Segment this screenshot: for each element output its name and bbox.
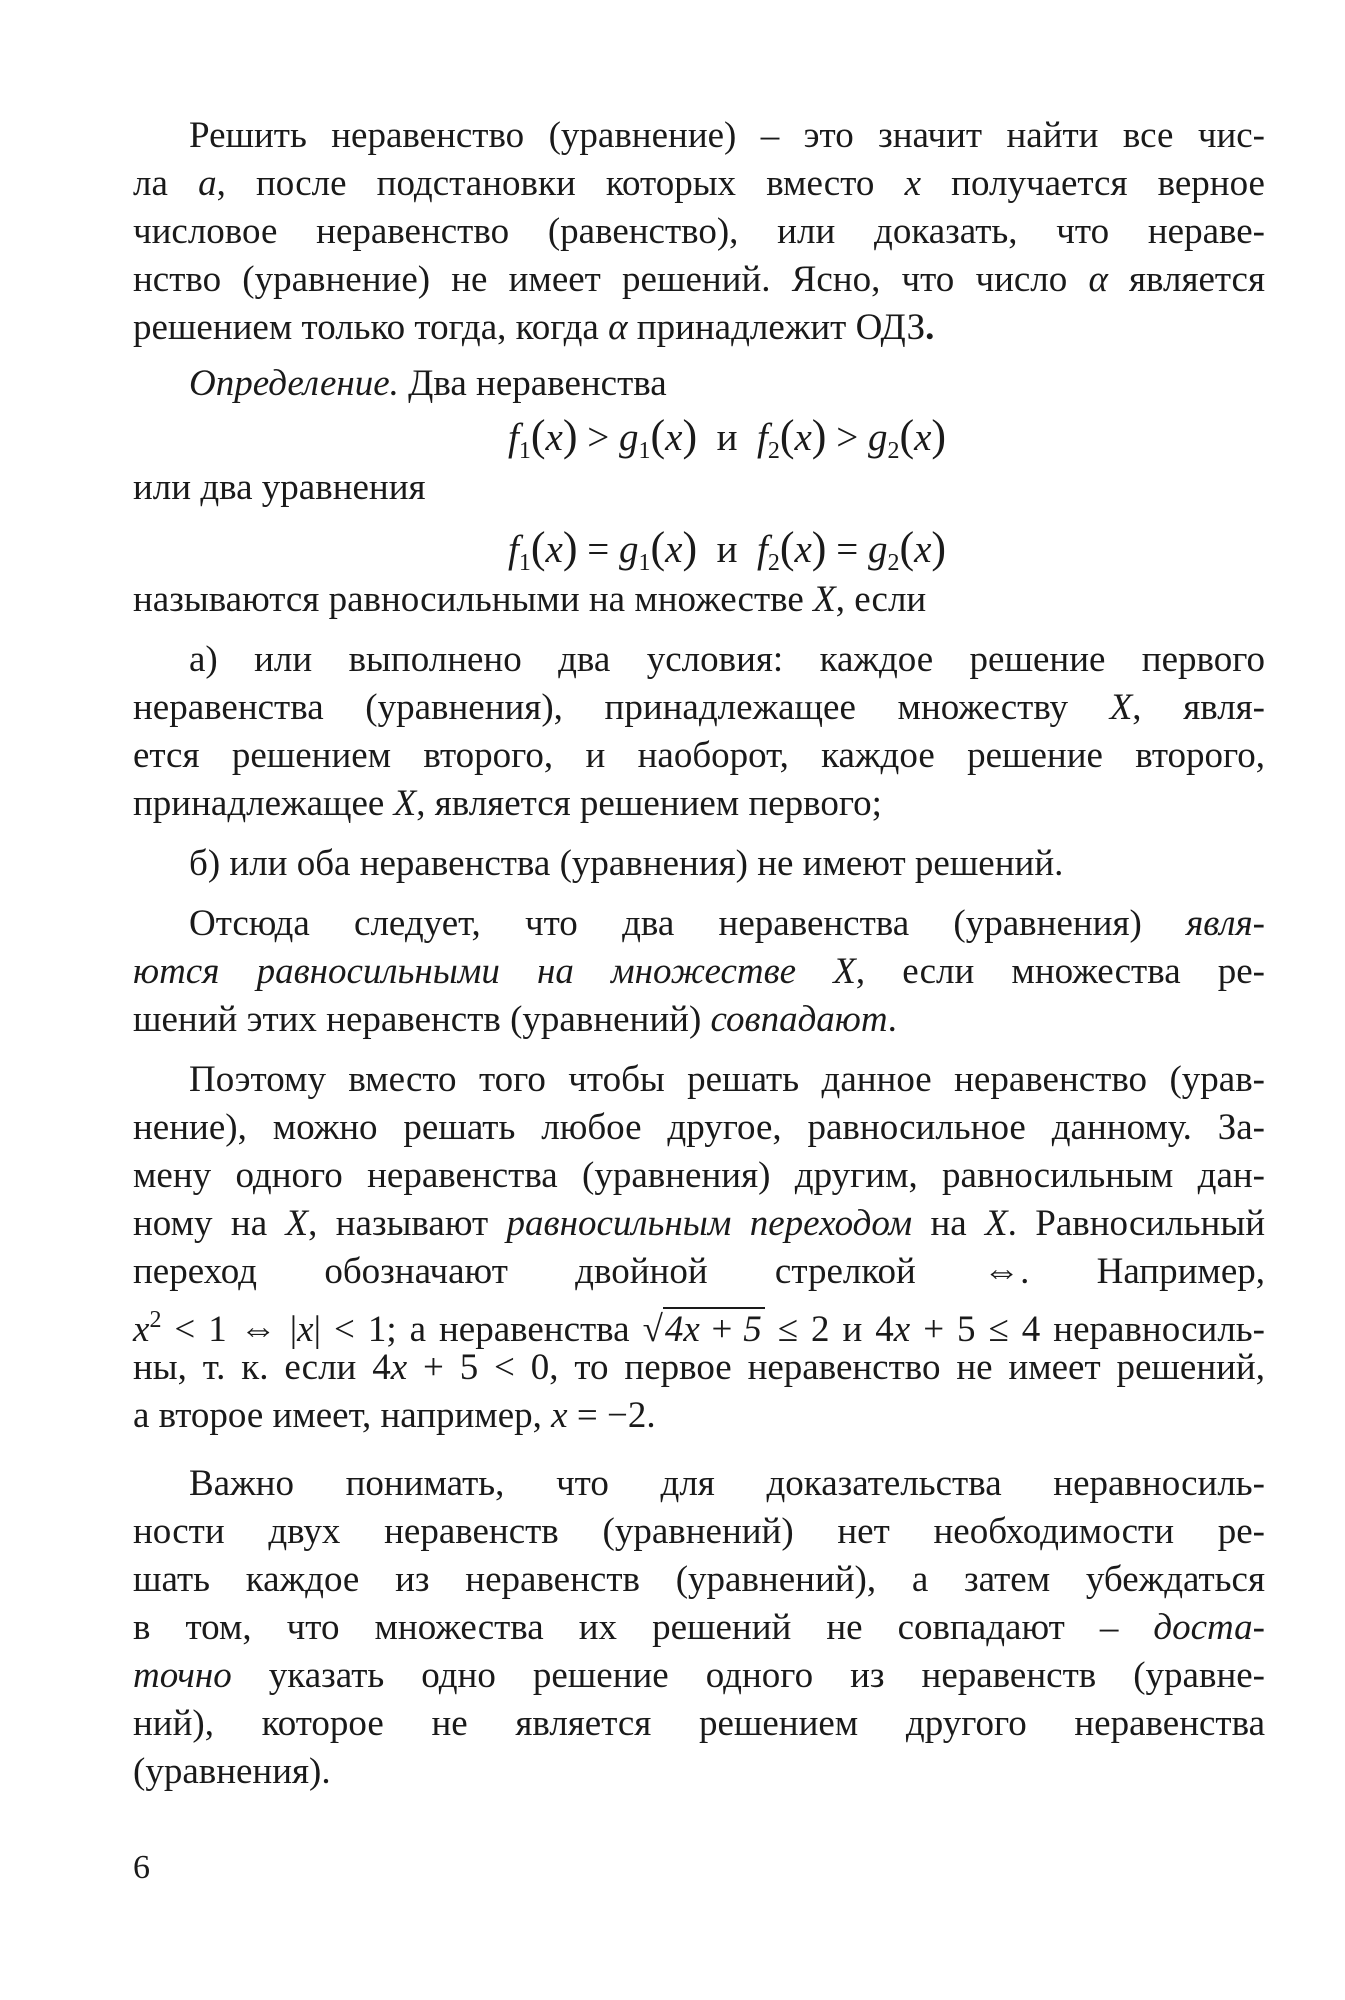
text-line: б) или оба неравенства (уравнения) не имеют решений.: [189, 843, 1064, 884]
text-line: Важно понимать, что для доказательства неравносиль-: [189, 1463, 1265, 1504]
text-line: или два уравнения: [133, 467, 426, 508]
text-line: а) или выполнено два условия: каждое решение первого: [189, 639, 1265, 680]
definition-line: [133, 360, 1265, 408]
page-number: 6: [133, 1849, 150, 1886]
text-line: ний), которое не является решением другого неравенства: [133, 1703, 1265, 1744]
text-line: шений этих неравенств (уравнений) совпадают.: [133, 999, 897, 1040]
text-line: Отсюда следует, что два неравенства (уравнения) явля-: [189, 903, 1265, 944]
text-line: ются равносильными на множестве X, если множества ре-: [133, 951, 1266, 992]
text-line: ности двух неравенств (уравнений) нет необходимости ре-: [133, 1511, 1265, 1552]
definition-label: Определение.: [189, 363, 399, 404]
text-line: ному на X, называют равносильным переходом на X. Равносильный: [133, 1203, 1265, 1244]
text-line: (уравнения).: [133, 1751, 331, 1792]
text-line: нение), можно решать любое другое, равносильное данному. За-: [133, 1107, 1265, 1148]
text-line: ется решением второго, и наоборот, каждое решение второго,: [133, 735, 1265, 776]
formula-inequalities: $f_1(x) > g_1(x)$ и $f_2(x) > g_2(x)$: [508, 411, 947, 464]
text-line: числовое неравенство (равенство), или доказать, что нераве-: [133, 211, 1265, 252]
text-line: Решить неравенство (уравнение) – это значит найти все чис-: [189, 115, 1265, 156]
formula-equations: $f_1(x) = g_1(x)$ и $f_2(x) = g_2(x)$: [508, 523, 947, 576]
text-line: неравенства (уравнения), принадлежащее множеству X, явля-: [133, 687, 1265, 728]
page-body: [133, 112, 1265, 1796]
text-line: Поэтому вместо того чтобы решать данное неравенство (урав-: [189, 1059, 1265, 1100]
text-line: называются равносильными на множестве X, если: [133, 579, 927, 620]
text-line: принадлежащее X, является решением первого;: [133, 783, 882, 824]
text-line: в том, что множества их решений не совпадают – доста-: [133, 1607, 1265, 1648]
text-line: переход обозначают двойной стрелкой ⇔. Например,: [133, 1251, 1265, 1292]
text-line: точно указать одно решение одного из неравенств (уравне-: [133, 1655, 1265, 1696]
text-line: ла a, после подстановки которых вместо x получается верное: [133, 163, 1265, 204]
text-line: шать каждое из неравенств (уравнений), а затем убеждаться: [133, 1559, 1265, 1600]
text-line: нство (уравнение) не имеет решений. Ясно, что число α является: [133, 259, 1265, 300]
text-line: решением только тогда, когда α принадлежит ОДЗ.: [133, 307, 935, 348]
text-line: мену одного неравенства (уравнения) другим, равносильным дан-: [133, 1155, 1265, 1196]
text-line: ны, т. к. если 4x + 5 < 0, то первое неравенство не имеет решений,: [133, 1347, 1265, 1388]
definition-text: Два неравенства: [398, 363, 667, 404]
text-line: а второе имеет, например, x = −2.: [133, 1395, 656, 1436]
sqrt-expression: √4x + 5: [643, 1306, 765, 1354]
text-line: $x^2 < 1$ ⇔ |x| < 1; а неравенства √4x + 5 ≤ 2 и 4x + 5 ≤ 4 неравносиль-: [133, 1296, 1265, 1344]
